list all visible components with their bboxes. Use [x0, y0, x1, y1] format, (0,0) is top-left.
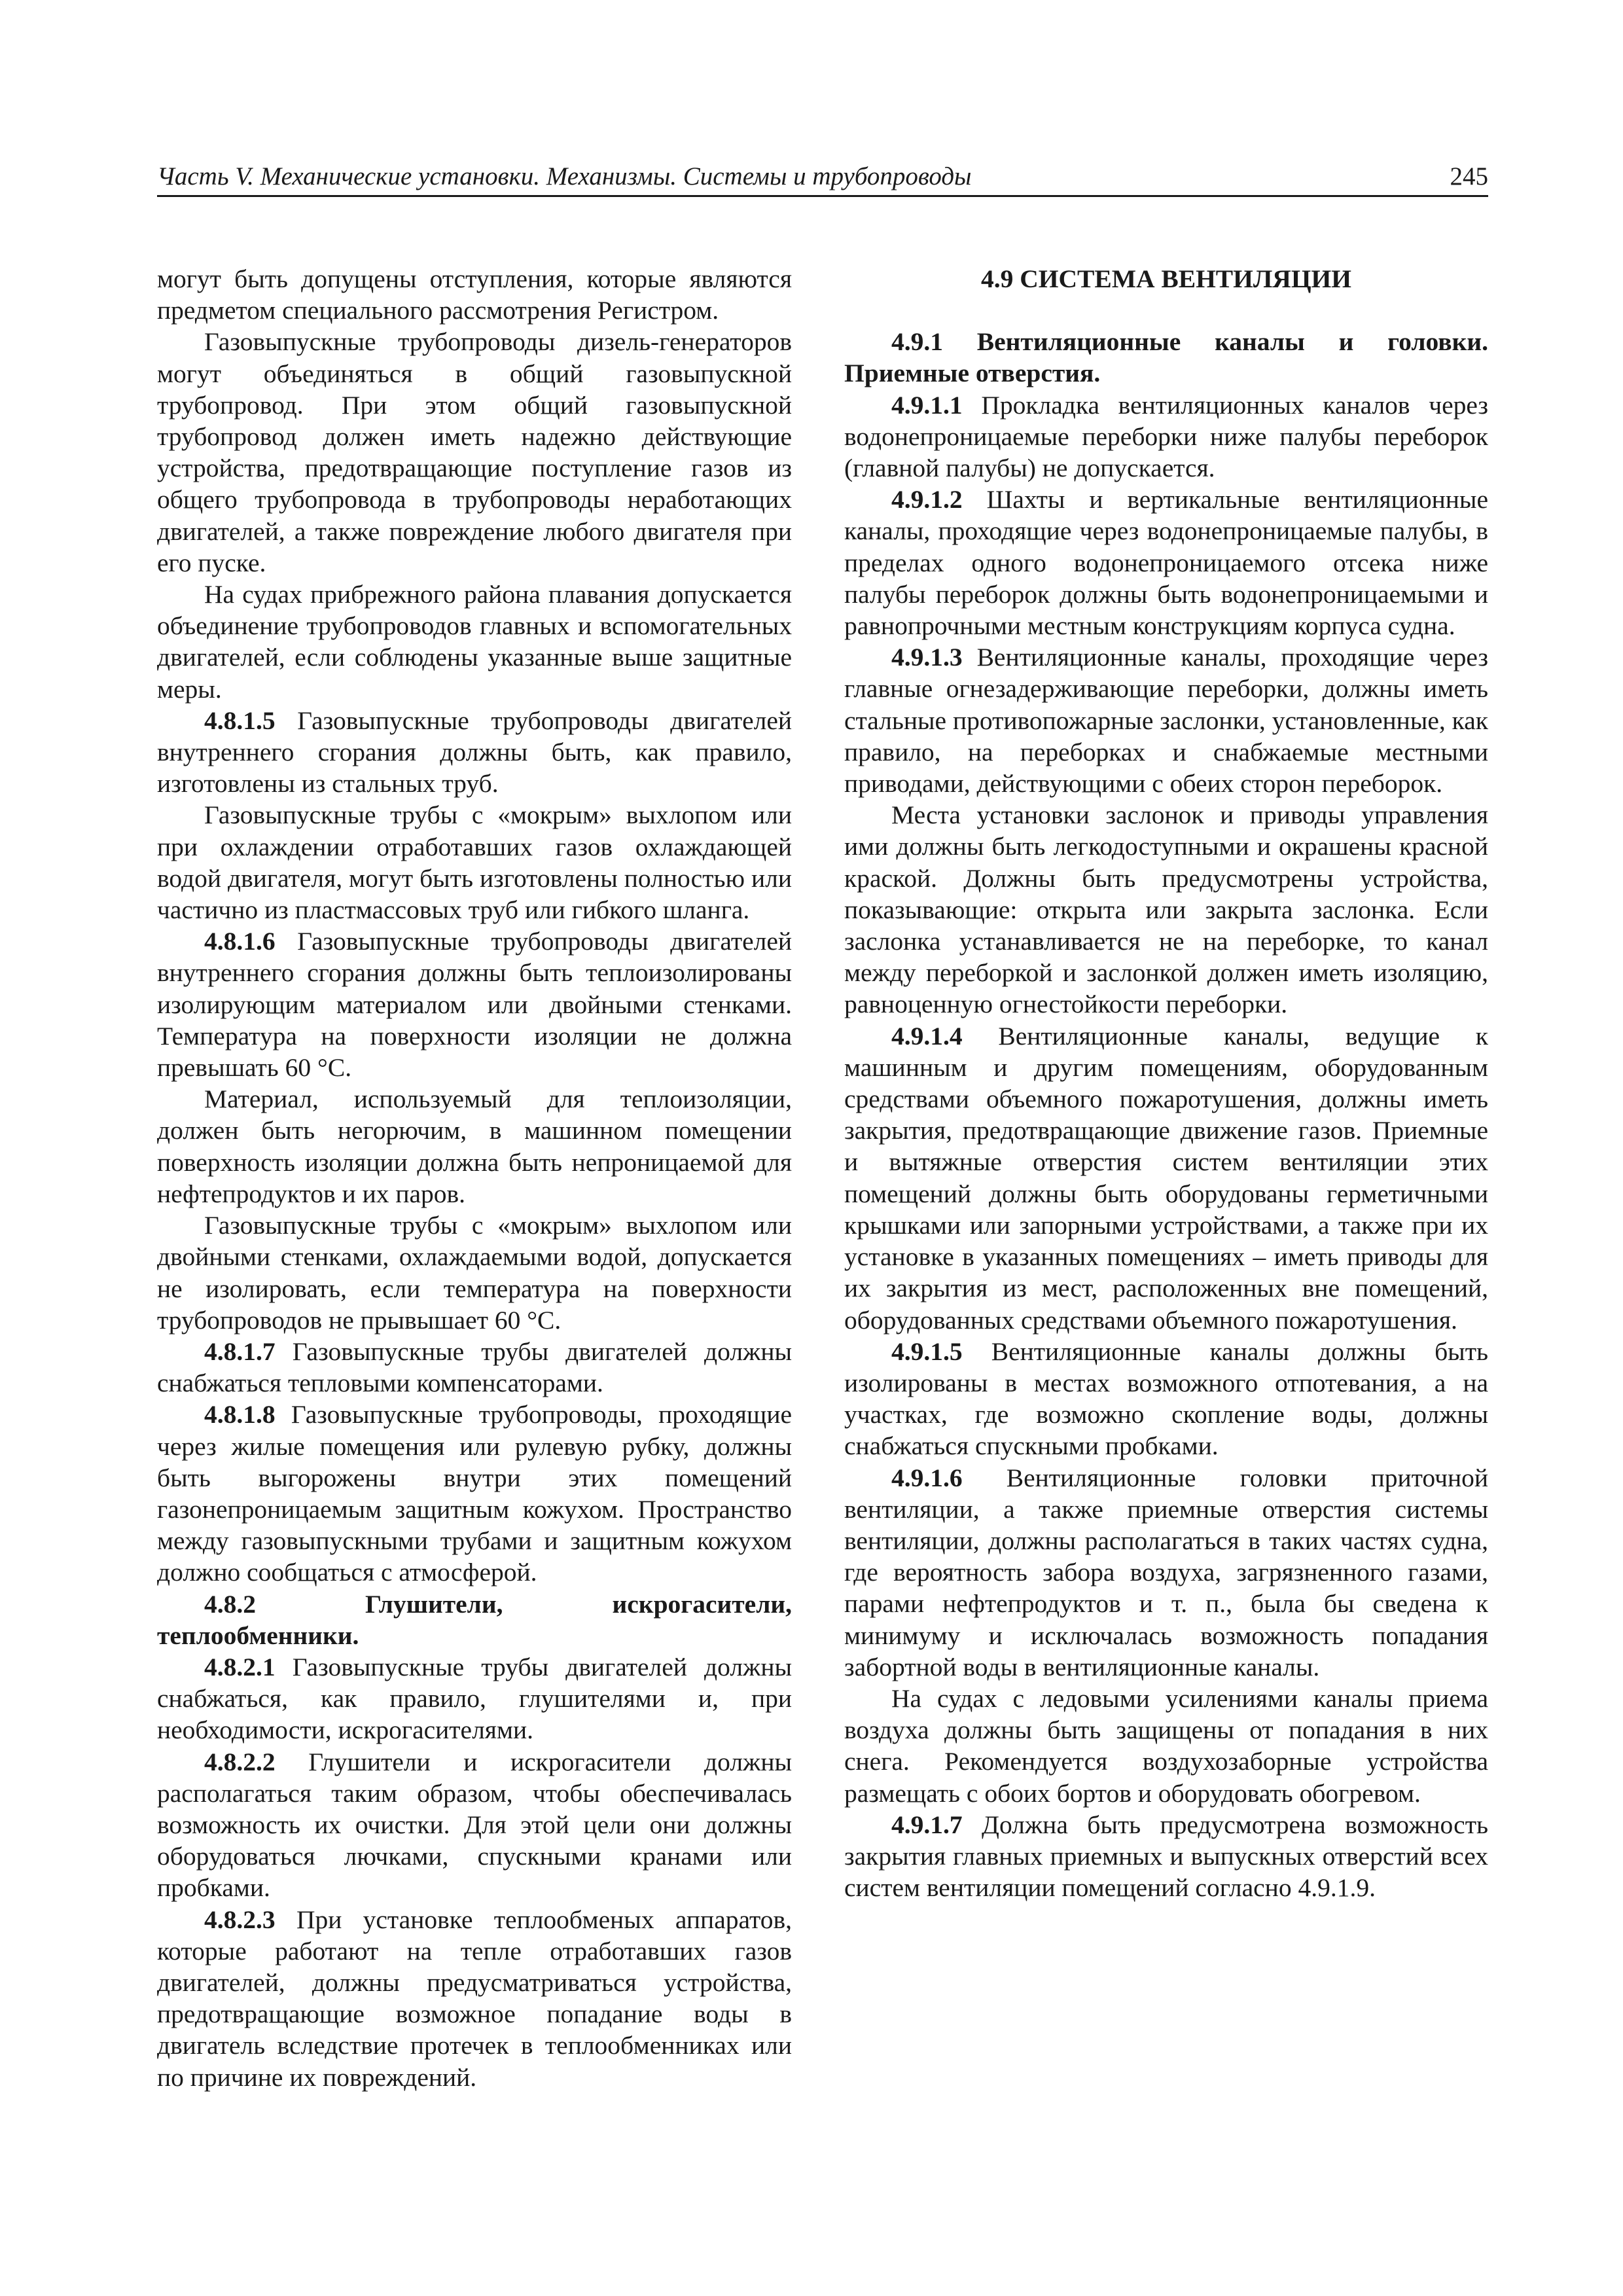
paragraph: На судах с ледовыми усилениями каналы приема воздуха должны быть защищены от попадания в них снега. Рекомендуется воздухозаборные устройства размещать с обоих бортов и оборудовать обогревом. — [844, 1683, 1488, 1808]
paragraph: 4.8.1.5 Газовыпускные трубопроводы двигателей внутреннего сгорания должны быть, как правило, изготовлены из стальных труб. — [157, 706, 793, 798]
paragraph: 4.8.2.2 Глушители и искрогасители должны располагаться таким образом, чтобы обеспечивалась возможность их очистки. Для этой цели они должны оборудоваться лючками, спускными кранами или пробками. — [157, 1747, 792, 1903]
paragraph: 4.9.1.6 Вентиляционные головки приточной вентиляции, а также приемные отверстия системы вентиляции, должны располагаться в таких частях судна, где вероятность забора воздуха, загрязненного газами, парами нефтепродуктов и т. п., была бы сведена к минимуму и исключалась возможность попадания забортной воды в вентиляционные каналы. — [844, 1463, 1488, 1681]
paragraph: 4.9.1.7 Должна быть предусмотрена возможность закрытия главных приемных и выпускных отверстий всех систем вентиляции помещений согласно 4.9.1.9. — [844, 1810, 1488, 1903]
paragraph: 4.8.1.7 Газовыпускные трубы двигателей должны снабжаться тепловыми компенсаторами. — [157, 1336, 792, 1398]
clause-number: 4.9.1.4 — [891, 1021, 963, 1050]
clause-number: 4.8.1.5 — [204, 706, 276, 735]
clause-number: 4.9.1.6 — [891, 1463, 963, 1492]
running-header — [157, 156, 1488, 197]
clause-number: 4.9.1.5 — [891, 1336, 963, 1366]
clause-number: 4.8.1.8 — [204, 1400, 276, 1429]
clause-number: 4.8.2.3 — [204, 1905, 276, 1934]
page-number: 245 — [1450, 162, 1488, 190]
paragraph: 4.9.1.3 Вентиляционные каналы, проходящие через главные огнезадерживающие переборки, должны иметь стальные противопожарные заслонки, установленные, как правило, на переборках и снабжаемые местными приводами, действующими с обеих сторон переборок. — [844, 643, 1488, 798]
subsection-heading: 4.8.2 Глушители, искрогасители, теплообменники. — [157, 1589, 792, 1650]
paragraph: На судах прибрежного района плавания допускается объединение трубопроводов главных и вспомогательных двигателей, если соблюдены указанные выше защитные меры. — [157, 580, 792, 704]
paragraph: 4.9.1.1 Прокладка вентиляционных каналов через водонепроницаемые переборки ниже палубы переборок (главной палубы) не допускается. — [844, 390, 1489, 483]
left-column — [157, 263, 792, 2093]
subsection-heading: 4.9.1 Вентиляционные каналы и головки. Приемные отверстия. — [844, 327, 1488, 388]
paragraph: могут быть допущены отступления, которые являются предметом специального рассмотрения Регистром. — [157, 264, 792, 325]
clause-number: 4.8.2.1 — [204, 1652, 276, 1681]
clause-number: 4.8.2.2 — [204, 1747, 276, 1776]
paragraph: 4.8.2.1 Газовыпускные трубы двигателей должны снабжаться, как правило, глушителями и, при необходимости, искрогасителями. — [157, 1652, 792, 1745]
paragraph: 4.9.1.5 Вентиляционные каналы должны быть изолированы в местах возможного отпотевания, а на участках, где возможно скопление воды, должны снабжаться спускными пробками. — [844, 1336, 1488, 1461]
clause-number: 4.9.1.1 — [891, 390, 963, 420]
paragraph: Газовыпускные трубы с «мокрым» выхлопом или двойными стенками, охлаждаемыми водой, допускается не изолировать, если температура на поверхности трубопроводов не прывышает 60 °С. — [157, 1211, 792, 1335]
paragraph: Места установки заслонок и приводы управления ими должны быть легкодоступными и окрашены красной краской. Должны быть предусмотрены устройства, показывающие: открыта или закрыта заслонка. Если заслонка устанавливается не на переборке, то канал между переборкой и заслонкой должен иметь изоляцию, равноценную огнестойкости переборки. — [844, 800, 1488, 1019]
clause-number: 4.9.1.2 — [891, 485, 963, 514]
paragraph: Газовыпускные трубопроводы дизель-генераторов могут объединяться в общий газовыпускной трубопровод. При этом общий газовыпускной трубопровод должен иметь надежно действующие устройства, предотвращающие поступление газов из общего трубопровода в трубопроводы неработающих двигателей, а также повреждение любого двигателя при его пуске. — [157, 327, 792, 577]
paragraph: Газовыпускные трубы с «мокрым» выхлопом или при охлаждении отработавших газов охлаждающей водой двигателя, могут быть изготовлены полностью или частично из пластмассовых труб или гибкого шланга. — [157, 800, 792, 925]
paragraph: Материал, используемый для теплоизоляции, должен быть негорючим, в машинном помещении поверхность изоляции должна быть непроницаемой для нефтепродуктов и их паров. — [157, 1085, 792, 1208]
clause-number: 4.9.1.3 — [891, 643, 963, 672]
paragraph: 4.8.2.3 При установке теплообменых аппаратов, которые работают на тепле отработавших газов двигателей, должны предусматриваться устройства, предотвращающие возможное попадание воды в двигатель вследствие протечек в теплообменниках или по причине их повреждений. — [157, 1905, 792, 2092]
paragraph: 4.8.1.6 Газовыпускные трубопроводы двигателей внутреннего сгорания должны быть теплоизолированы изолирующим материалом или двойными стенками. Температура на поверхности изоляции не должна превышать 60 °С. — [157, 927, 793, 1083]
paragraph: 4.9.1.2 Шахты и вертикальные вентиляционные каналы, проходящие через водонепроницаемые палубы, в пределах одного водонепроницаемого отсека ниже палубы переборок должны быть водонепроницаемыми и равнопрочными местным конструкциям корпуса судна. — [844, 485, 1488, 641]
right-column — [844, 263, 1488, 1903]
paragraph: 4.9.1.4 Вентиляционные каналы, ведущие к машинным и другим помещениям, оборудованным средствами объемного пожаротушения, должны иметь закрытия, предотвращающие движение газов. Приемные и вытяжные отверстия систем вентиляции этих помещений должны быть оборудованы герметичными крышками или запорными устройствами, а также при их установке в указанных помещениях – иметь приводы для их закрытия из мест, расположенных вне помещений, оборудованных средствами объемного пожаротушения. — [844, 1021, 1488, 1335]
clause-number: 4.8.1.6 — [204, 927, 276, 956]
clause-number: 4.8.1.7 — [204, 1336, 276, 1366]
section-title: 4.9 СИСТЕМА ВЕНТИЛЯЦИИ — [980, 264, 1352, 293]
running-header-title: Часть V. Механические установки. Механизмы. Системы и трубопроводы — [157, 162, 972, 190]
clause-number: 4.9.1.7 — [891, 1810, 963, 1839]
paragraph: 4.8.1.8 Газовыпускные трубопроводы, проходящие через жилые помещения или рулевую рубку, должны быть выгорожены внутри этих помещений газонепроницаемым защитным кожухом. Пространство между газовыпускными трубами и защитным кожухом должно сообщаться с атмосферой. — [157, 1400, 792, 1587]
